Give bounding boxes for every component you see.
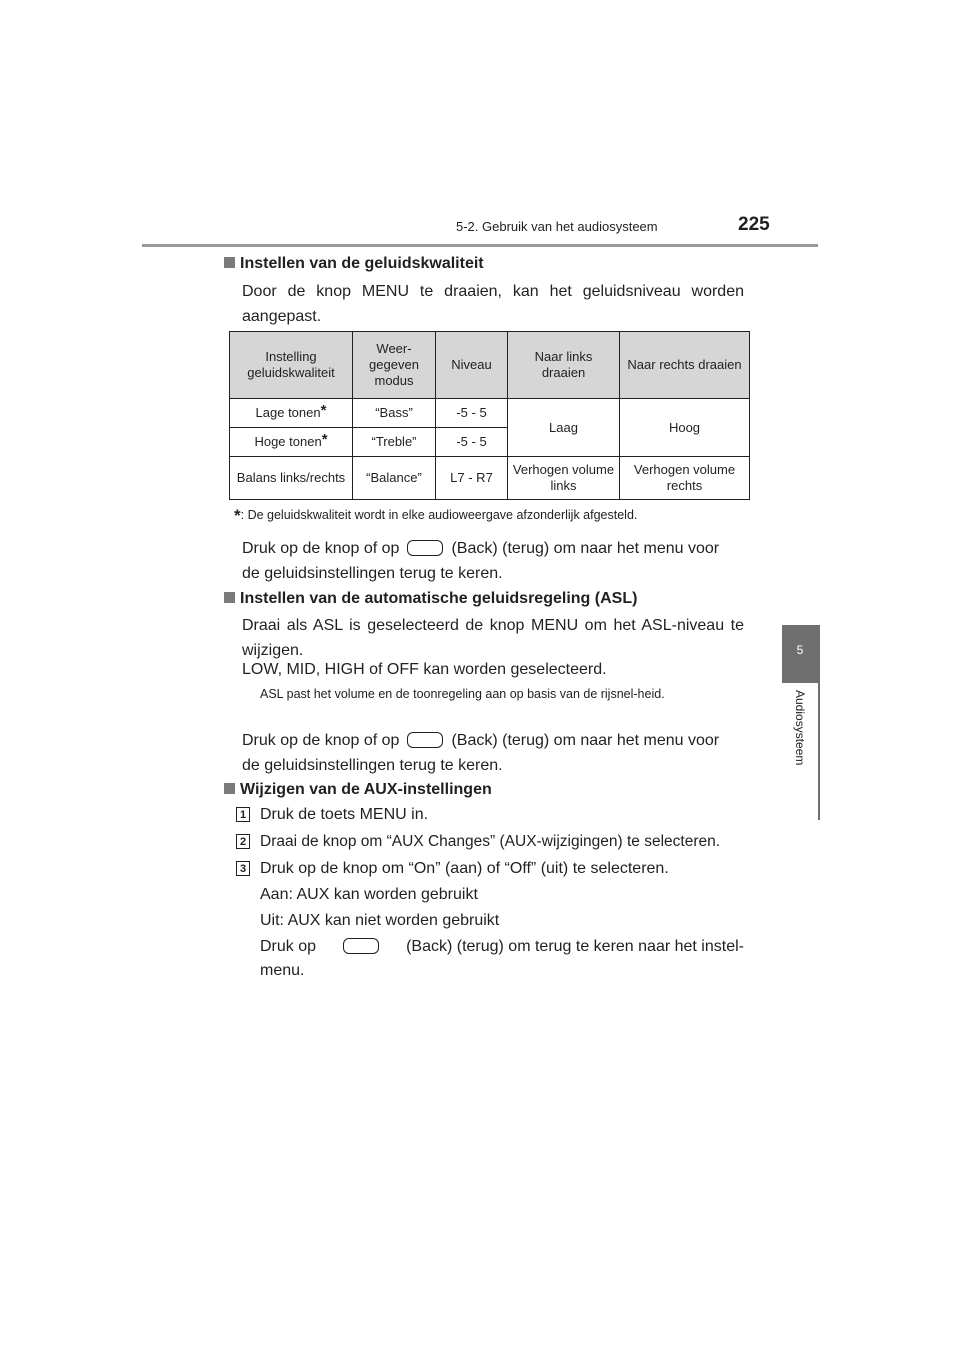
step-text-1: Druk de toets MENU in. xyxy=(260,806,429,823)
asl-options: LOW, MID, HIGH of OFF kan worden geselecteerd. xyxy=(242,661,607,678)
asterisk-mark: * xyxy=(320,402,327,419)
chapter-number: 5 xyxy=(796,643,804,657)
heading-text: Instellen van de geluidskwaliteit xyxy=(240,255,484,272)
asterisk-mark: * xyxy=(234,506,241,525)
back-text-after: (Back) (terug) om naar het menu voor xyxy=(451,732,720,749)
intro-paragraph: Door de knop MENU te draaien, kan het geluidsniveau worden aangepast. xyxy=(242,283,744,325)
heading-text: Instellen van de automatische geluidsregeling (ASL) xyxy=(240,590,638,607)
square-bullet-icon xyxy=(224,257,235,268)
table-cell: -5 - 5 xyxy=(436,399,508,428)
step-number-2: 2 xyxy=(236,834,250,849)
back-button-icon xyxy=(343,938,379,954)
running-header: 5-2. Gebruik van het audiosysteem xyxy=(456,219,658,234)
table-cell xyxy=(230,399,353,428)
square-bullet-icon xyxy=(224,592,235,603)
aux-back-instruction-line2: menu. xyxy=(260,962,305,979)
table-row xyxy=(230,399,750,428)
table-cell xyxy=(230,428,353,457)
table-cell: Balans links/rechts xyxy=(230,457,353,500)
back-text-after: (Back) (terug) om naar het menu voor xyxy=(451,540,720,557)
table-header-cell: Instelling geluidskwaliteit xyxy=(230,332,353,399)
table-cell-merged: Hoog xyxy=(620,399,750,457)
back-instruction-1 xyxy=(242,536,744,561)
header-divider xyxy=(142,244,818,247)
aux-off-text: Uit: AUX kan niet worden gebruikt xyxy=(260,912,500,929)
table-cell-merged: Laag xyxy=(508,399,620,457)
step-text-3: Druk op de knop om “On” (aan) of “Off” (uit) te selecteren. xyxy=(260,860,669,877)
back-text-after: (Back) (terug) om terug te keren naar het instel- xyxy=(406,938,744,955)
section-heading-sound-quality xyxy=(224,255,484,273)
section-heading-aux xyxy=(224,781,492,799)
page-number: 225 xyxy=(738,214,770,235)
table-cell: Verhogen volume rechts xyxy=(620,457,750,500)
back-text-before: Druk op de knop of op xyxy=(242,540,400,557)
chapter-tab xyxy=(782,625,818,683)
table-cell: -5 - 5 xyxy=(436,428,508,457)
table-header-cell: Naar links draaien xyxy=(508,332,620,399)
aux-back-instruction xyxy=(260,938,744,956)
back-text-before: Druk op xyxy=(260,938,317,955)
setting-name: Hoge tonen xyxy=(254,434,322,449)
table-cell: “Treble” xyxy=(353,428,436,457)
table-header-cell: Weer-gegeven modus xyxy=(353,332,436,399)
table-cell: “Balance” xyxy=(353,457,436,500)
square-bullet-icon xyxy=(224,783,235,794)
step-text-2: Draai de knop om “AUX Changes” (AUX-wijzigingen) te selecteren. xyxy=(260,833,721,850)
table-footnote xyxy=(234,506,637,526)
back-button-icon xyxy=(407,540,443,556)
table-header-cell: Niveau xyxy=(436,332,508,399)
chapter-tab-rule xyxy=(818,625,820,820)
back-text-before: Druk op de knop of op xyxy=(242,732,400,749)
heading-text: Wijzigen van de AUX-instellingen xyxy=(240,781,492,798)
asl-note: ASL past het volume en de toonregeling aan op basis van de rijsnel-heid. xyxy=(260,687,665,701)
table-cell: L7 - R7 xyxy=(436,457,508,500)
section-heading-asl xyxy=(224,590,637,608)
setting-name: Lage tonen xyxy=(255,405,321,420)
table-row xyxy=(230,457,750,500)
table-cell: “Bass” xyxy=(353,399,436,428)
table-cell: Verhogen volume links xyxy=(508,457,620,500)
step-number-3: 3 xyxy=(236,861,250,876)
back-instruction-2-line2: de geluidsinstellingen terug te keren. xyxy=(242,757,503,774)
step-number-1: 1 xyxy=(236,807,250,822)
table-header-cell: Naar rechts draaien xyxy=(620,332,750,399)
aux-on-text: Aan: AUX kan worden gebruikt xyxy=(260,886,478,903)
asl-paragraph: Draai als ASL is geselecteerd de knop MENU om het ASL-niveau te wijzigen. xyxy=(242,617,744,659)
chapter-label: Audiosysteem xyxy=(793,690,807,766)
back-instruction-1-line2: de geluidsinstellingen terug te keren. xyxy=(242,565,503,582)
sound-settings-table xyxy=(229,331,750,500)
asterisk-mark: * xyxy=(321,431,328,448)
back-instruction-2 xyxy=(242,728,744,753)
footnote-text: : De geluidskwaliteit wordt in elke audioweergave afzonderlijk afgesteld. xyxy=(240,508,638,522)
back-button-icon xyxy=(407,732,443,748)
